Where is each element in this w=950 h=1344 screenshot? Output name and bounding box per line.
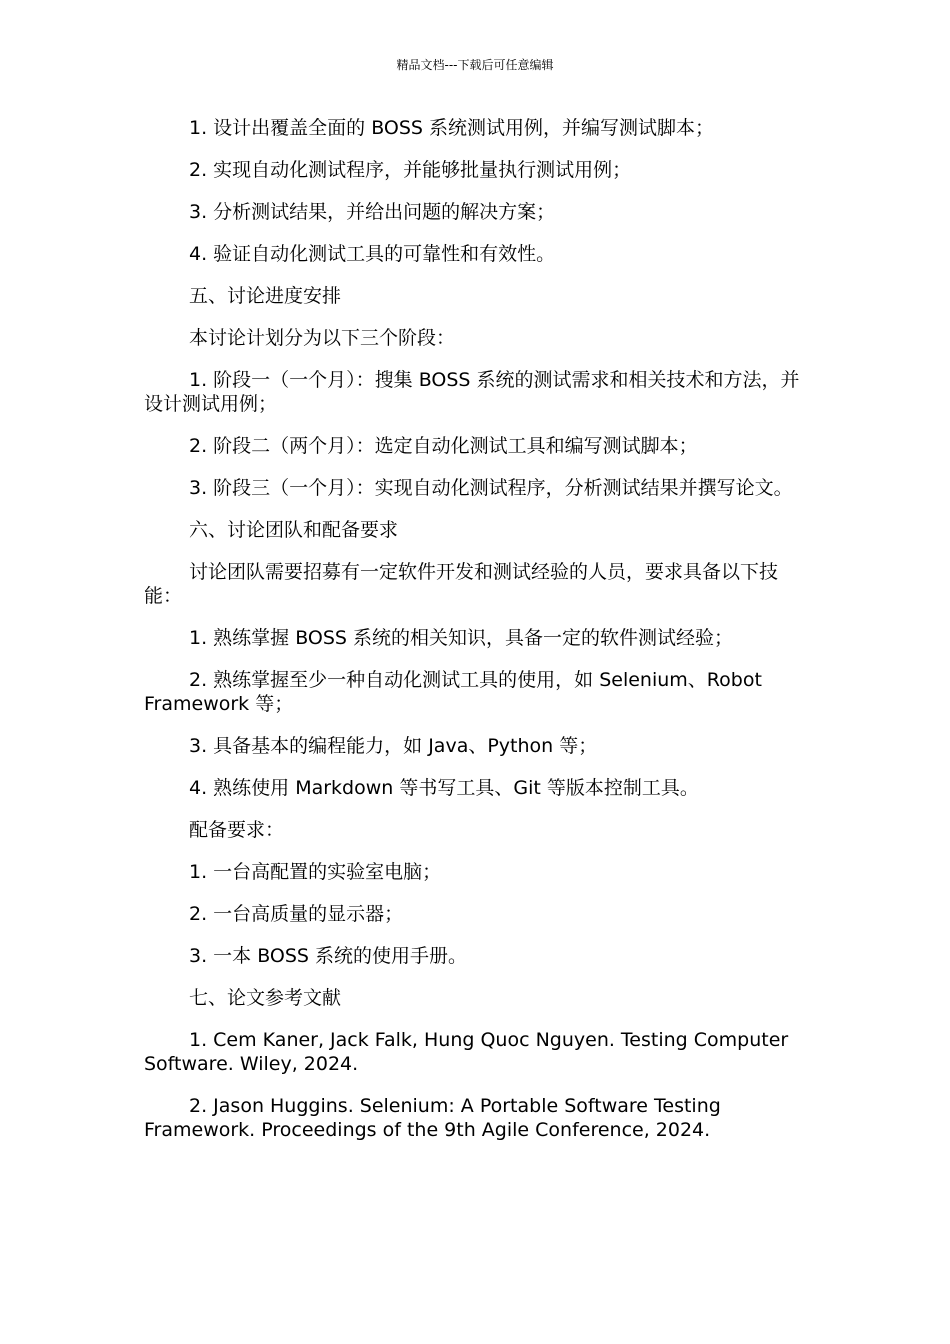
document-body [144,116,814,1160]
schedule-phase-2: 2. 阶段二（两个月）：选定自动化测试工具和编写测试脚本； [189,435,698,457]
objective-item-2: 2. 实现自动化测试程序，并能够批量执行测试用例； [189,159,632,181]
equipment-heading: 配备要求： [189,819,285,841]
team-intro: 讨论团队需要招募有一定软件开发和测试经验的人员，要求具备以下技能： [144,561,779,607]
skill-item-2: 2. 熟练掌握至少一种自动化测试工具的使用，如 Selenium、Robot Framework 等； [144,669,762,715]
section-heading-team: 六、讨论团队和配备要求 [189,519,399,541]
section-heading-references: 七、论文参考文献 [189,987,342,1009]
reference-item-2: 2. Jason Huggins. Selenium: A Portable Software Testing Framework. Proceedings of the 9th Agile Conference, 2024. [144,1095,721,1141]
objective-item-1: 1. 设计出覆盖全面的 BOSS 系统测试用例，并编写测试脚本； [189,117,715,139]
schedule-intro: 本讨论计划分为以下三个阶段： [189,327,456,349]
section-heading-schedule: 五、讨论进度安排 [189,285,342,307]
page-header: 精品文档---下载后可任意编辑 [396,58,554,72]
schedule-phase-1: 1. 阶段一（一个月）：搜集 BOSS 系统的测试需求和相关技术和方法，并设计测试用例； [144,369,800,415]
skill-item-4: 4. 熟练使用 Markdown 等书写工具、Git 等版本控制工具。 [189,777,699,799]
schedule-phase-3: 3. 阶段三（一个月）：实现自动化测试程序，分析测试结果并撰写论文。 [189,477,793,499]
equipment-item-3: 3. 一本 BOSS 系统的使用手册。 [189,945,468,967]
equipment-item-1: 1. 一台高配置的实验室电脑； [189,861,442,883]
skill-item-1: 1. 熟练掌握 BOSS 系统的相关知识，具备一定的软件测试经验； [189,627,734,649]
reference-item-1: 1. Cem Kaner, Jack Falk, Hung Quoc Nguyen. Testing Computer Software. Wiley, 2024. [144,1029,789,1075]
equipment-item-2: 2. 一台高质量的显示器； [189,903,404,925]
objective-item-4: 4. 验证自动化测试工具的可靠性和有效性。 [189,243,556,265]
skill-item-3: 3. 具备基本的编程能力，如 Java、Python 等； [189,735,598,757]
objective-item-3: 3. 分析测试结果，并给出问题的解决方案； [189,201,556,223]
